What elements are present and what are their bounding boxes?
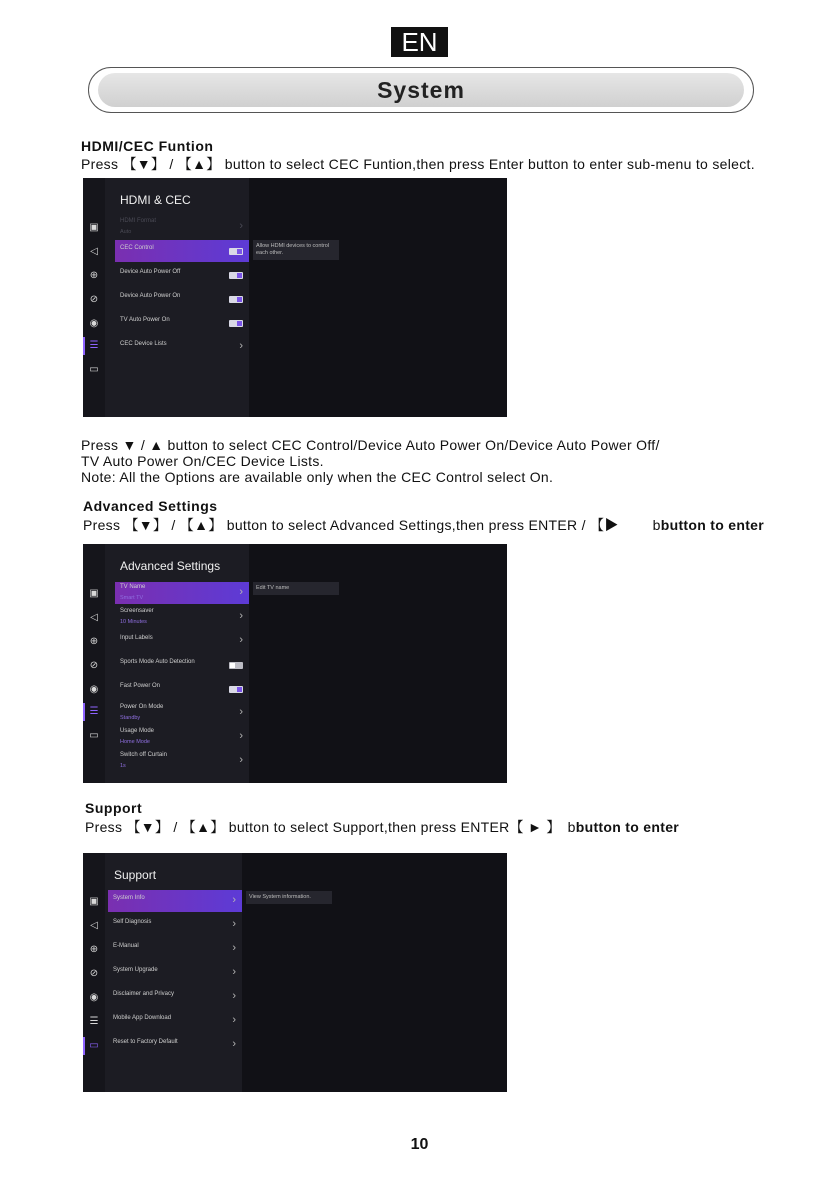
chevron-right-icon: › (239, 634, 243, 646)
chevron-right-icon: › (239, 730, 243, 742)
network-icon: ⊕ (89, 636, 99, 647)
menu-item-cec-device-lists[interactable]: CEC Device Lists › (120, 340, 243, 352)
display-icon: ▭ (89, 730, 99, 741)
menu-title: Advanced Settings (120, 559, 221, 573)
help-tooltip: Allow HDMI devices to control each other. (253, 240, 339, 260)
menu-item-mobile-app-download[interactable]: Mobile App Download › (113, 1014, 236, 1026)
menu-item-system-upgrade[interactable]: System Upgrade › (113, 966, 236, 978)
settings-list-icon: ☰ (89, 706, 99, 717)
menu-item-cec-control[interactable]: CEC Control (115, 240, 249, 262)
hdmi-note-line-2: TV Auto Power On/CEC Device Lists. (81, 453, 324, 469)
chevron-right-icon: › (232, 942, 236, 954)
menu-item-reset-factory-default[interactable]: Reset to Factory Default › (113, 1038, 236, 1050)
menu-item-switch-off-curtain[interactable]: Switch off Curtain 1s › (120, 752, 243, 769)
icon-rail (83, 853, 105, 1092)
help-tooltip: View System information. (246, 891, 332, 904)
chevron-right-icon: › (239, 586, 243, 598)
sound-icon: ◁ (90, 246, 98, 257)
picture-icon: ▣ (89, 222, 99, 233)
menu-item-input-labels[interactable]: Input Labels › (120, 634, 243, 646)
chevron-right-icon: › (232, 966, 236, 978)
menu-panel (105, 544, 249, 783)
page-number: 10 (410, 1136, 429, 1153)
picture-icon: ▣ (89, 896, 99, 907)
menu-item-device-auto-power-on[interactable]: Device Auto Power On (115, 288, 249, 310)
advanced-settings-screenshot (83, 544, 507, 783)
section-banner (88, 67, 754, 113)
chevron-right-icon: › (239, 340, 243, 352)
chevron-right-icon: › (239, 706, 243, 718)
chevron-right-icon: › (232, 918, 236, 930)
accessibility-icon: ◉ (89, 318, 99, 329)
sound-icon: ◁ (90, 920, 98, 931)
menu-item-tv-auto-power-on[interactable]: TV Auto Power On (115, 312, 249, 334)
hdmi-note-line-1: Press ▼ / ▲ button to select CEC Control/Device Auto Power On/Device Auto Power Off/ (81, 437, 660, 453)
hdmi-cec-screenshot (83, 178, 507, 417)
network-icon: ⊕ (89, 270, 99, 281)
menu-title: Support (114, 868, 157, 882)
banner-title: System (98, 73, 744, 107)
hdmi-note-line-3: Note: All the Options are available only when the CEC Control select On. (81, 469, 554, 485)
menu-item-screensaver[interactable]: Screensaver 10 Minutes › (120, 608, 243, 625)
toggle-switch[interactable] (229, 320, 243, 327)
chevron-right-icon: › (232, 1014, 236, 1026)
toggle-switch[interactable] (229, 248, 243, 255)
toggle-switch[interactable] (229, 272, 243, 279)
menu-item-power-on-mode[interactable]: Power On Mode Standby › (120, 704, 243, 721)
settings-list-icon: ☰ (89, 1016, 99, 1027)
chevron-right-icon: › (239, 610, 243, 622)
language-badge: EN (391, 27, 448, 57)
system-icon: ⊘ (89, 294, 99, 305)
support-screenshot (83, 853, 507, 1092)
toggle-switch[interactable] (229, 686, 243, 693)
icon-rail (83, 544, 105, 783)
menu-item-system-info[interactable]: System Info › (108, 890, 242, 912)
accessibility-icon: ◉ (89, 992, 99, 1003)
system-icon: ⊘ (89, 968, 99, 979)
network-icon: ⊕ (89, 944, 99, 955)
menu-item-hdmi-format[interactable]: HDMI Format Auto › (120, 218, 243, 235)
menu-item-tv-name[interactable]: TV Name Smart TV › (115, 582, 249, 604)
menu-item-self-diagnosis[interactable]: Self Diagnosis › (113, 918, 236, 930)
sound-icon: ◁ (90, 612, 98, 623)
menu-title: HDMI & CEC (120, 193, 191, 207)
menu-item-device-auto-power-off[interactable]: Device Auto Power Off (115, 264, 249, 286)
menu-panel (105, 178, 249, 417)
support-instruction: Press 【▼】 / 【▲】 button to select Support,then press ENTER【 ► 】 bbutton to enter (85, 819, 680, 835)
menu-panel (105, 853, 242, 1092)
hdmi-instruction: Press 【▼】 / 【▲】 button to select CEC Funtion,then press Enter button to enter sub-menu to select. (81, 156, 755, 172)
menu-item-disclaimer-privacy[interactable]: Disclaimer and Privacy › (113, 990, 236, 1002)
support-heading: Support (85, 800, 143, 816)
chevron-right-icon: › (232, 990, 236, 1002)
display-icon: ▭ (89, 1040, 99, 1051)
advanced-instruction: Press 【▼】 / 【▲】 button to select Advanced Settings,then press ENTER / 【▶ bbutton to enter (83, 517, 764, 533)
chevron-right-icon: › (232, 1038, 236, 1050)
chevron-right-icon: › (232, 894, 236, 906)
settings-list-icon: ☰ (89, 340, 99, 351)
hdmi-heading: HDMI/CEC Funtion (81, 138, 214, 154)
chevron-right-icon: › (239, 220, 243, 232)
advanced-heading: Advanced Settings (83, 498, 218, 514)
chevron-right-icon: › (239, 754, 243, 766)
system-icon: ⊘ (89, 660, 99, 671)
icon-rail (83, 178, 105, 417)
display-icon: ▭ (89, 364, 99, 375)
menu-item-e-manual[interactable]: E-Manual › (113, 942, 236, 954)
help-tooltip: Edit TV name (253, 582, 339, 595)
toggle-switch[interactable] (229, 662, 243, 669)
picture-icon: ▣ (89, 588, 99, 599)
accessibility-icon: ◉ (89, 684, 99, 695)
menu-item-sports-mode-auto-detection[interactable]: Sports Mode Auto Detection (115, 654, 249, 676)
menu-item-usage-mode[interactable]: Usage Mode Home Mode › (120, 728, 243, 745)
menu-item-fast-power-on[interactable]: Fast Power On (115, 678, 249, 700)
toggle-switch[interactable] (229, 296, 243, 303)
